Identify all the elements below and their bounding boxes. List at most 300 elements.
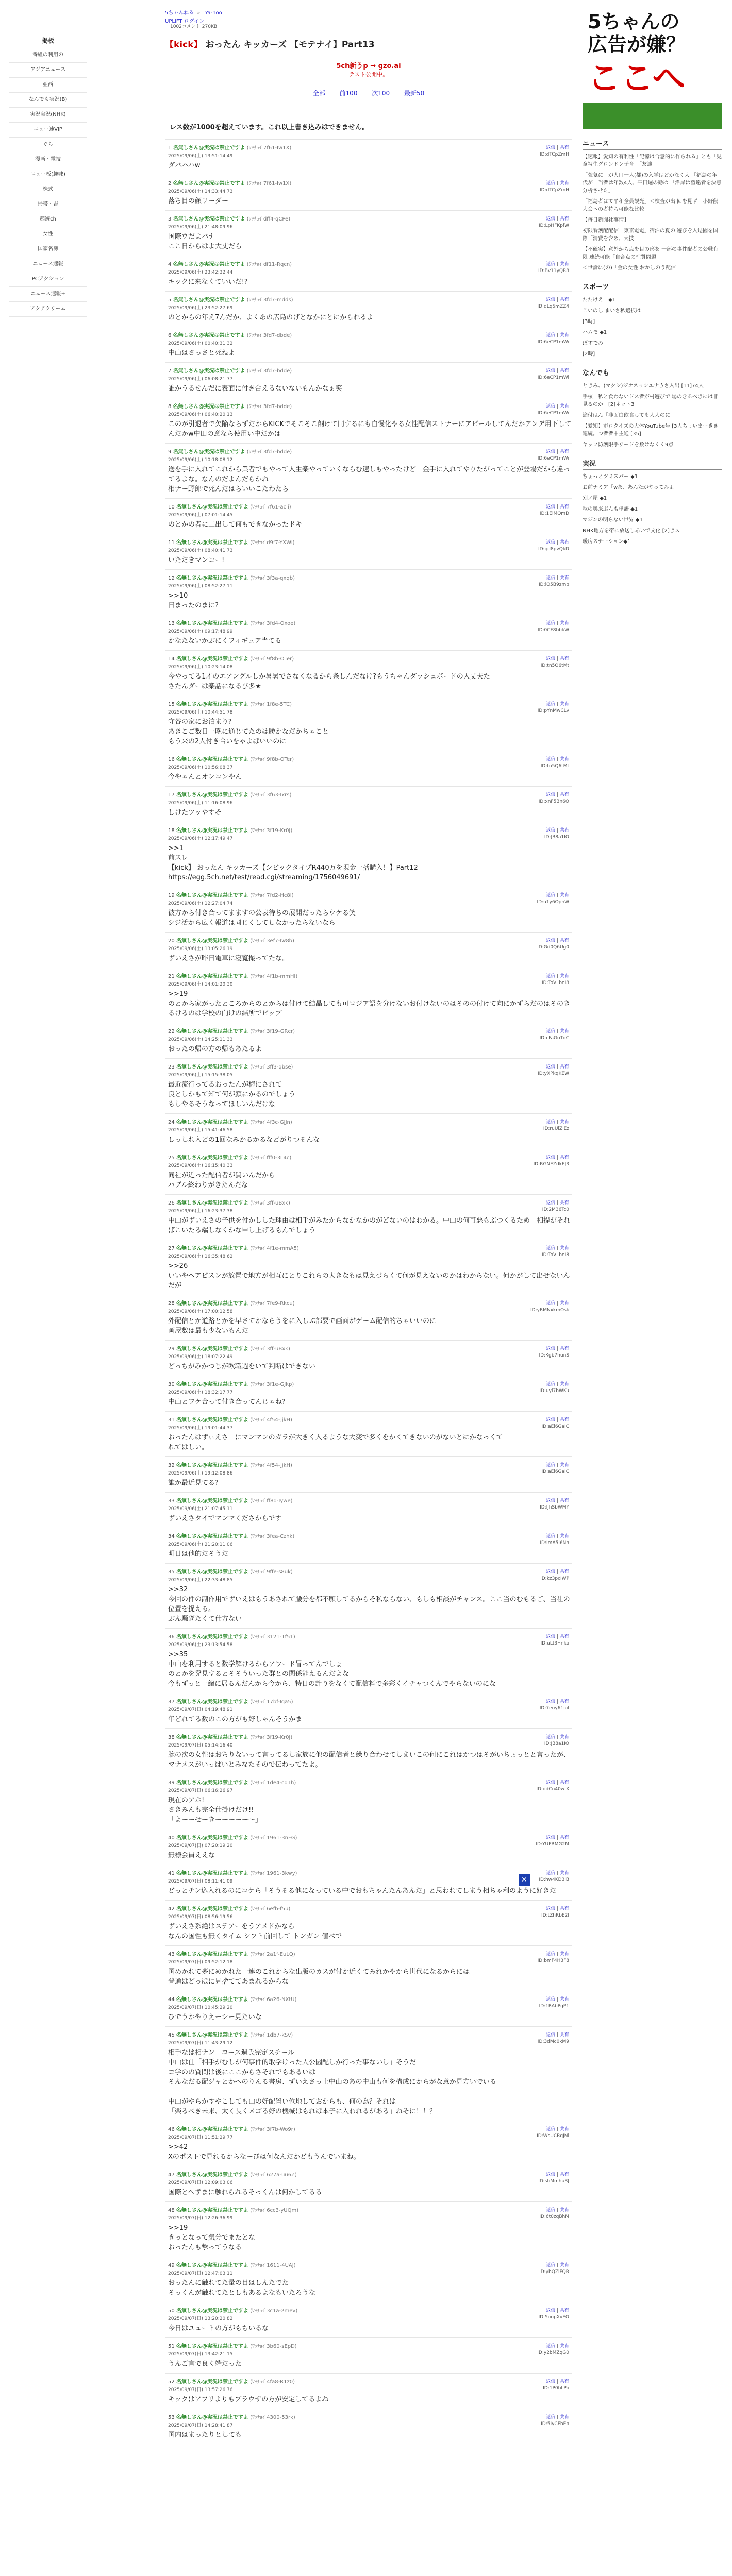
share-link[interactable]: 共有 (559, 2344, 569, 2349)
reply-link[interactable]: 返信 (546, 1417, 556, 1422)
close-float-button[interactable]: ✕ (519, 1874, 530, 1886)
post (165, 256, 572, 291)
post-date: 2025/09/06(土) 16:35:48.62 (168, 1254, 233, 1259)
reply-link[interactable]: 返信 (546, 1906, 556, 1911)
post-date: 2025/09/07(日) 14:28:41.87 (168, 2423, 233, 2428)
reply-link[interactable]: 返信 (546, 2263, 556, 2268)
post-header (168, 1028, 572, 1036)
post-id: ID:LpHFKpfW (539, 223, 569, 228)
post-header (168, 1245, 572, 1252)
reply-link[interactable]: 返信 (546, 1246, 556, 1251)
post-number[interactable]: 25 (168, 1155, 175, 1161)
news-item[interactable]: マジンの明らない世界 ◆1 (583, 517, 643, 523)
news-item[interactable]: お前ナミア「wあ、あんたがやってみよ (583, 485, 674, 490)
news-section-title: ニュース (583, 138, 722, 150)
board-link[interactable]: 女性 (9, 227, 87, 242)
news-item[interactable]: ＜世論に(の)「金の女性 おかしのう配信 (583, 265, 676, 271)
post-author-id: (ﾜｯﾁｮｲ 3fd7-bdde) (246, 449, 292, 455)
post-number[interactable]: 10 (168, 504, 175, 510)
news-item[interactable]: 途付はん「非面白飲食しても人人のに (583, 413, 670, 418)
reply-link[interactable]: 返信 (546, 1569, 556, 1574)
post-id: ID:y2bMZqG0 (537, 2350, 569, 2355)
post-body: 外配信とか道路とかを早さてかならうをに入しぶ部要で画面がゲーム配信的ちゃいいのに 画屋数は最も少ないもんだ (168, 1317, 437, 1335)
reply-link[interactable]: 返信 (546, 757, 556, 762)
post-number[interactable]: 30 (168, 1382, 175, 1387)
post-author: 名無しさん@実況は禁止ですよ (176, 504, 248, 510)
reply-link[interactable]: 返信 (546, 1346, 556, 1351)
share-link[interactable]: 共有 (559, 404, 569, 409)
reply-link[interactable]: 返信 (546, 1064, 556, 1070)
post (165, 1829, 572, 1865)
share-link[interactable]: 共有 (559, 792, 569, 798)
reply-link[interactable]: 返信 (546, 1463, 556, 1468)
post-body: >>1 前スレ 【kick】 おったん キッカーズ【シビックタイプR440万を現金一括購入！】Part12 https://egg.5ch.net/test/read.cgi/streaming/1756049691/ (168, 844, 418, 882)
board-link[interactable]: ぐら (9, 138, 87, 152)
reply-link[interactable]: 返信 (546, 2415, 556, 2420)
post-author-id: (ﾜｯﾁｮｲ 3ff-uBxk) (250, 1200, 290, 1206)
reply-link[interactable]: 返信 (546, 368, 556, 374)
share-link[interactable]: 共有 (559, 181, 569, 186)
share-link[interactable]: 共有 (559, 1835, 569, 1840)
post-number[interactable]: 6 (168, 333, 172, 338)
post-number[interactable]: 32 (168, 1463, 175, 1468)
post-author: 名無しさん@実況は禁止ですよ (176, 757, 248, 762)
post-author: 名無しさん@実況は禁止ですよ (176, 1997, 248, 2003)
reply-link[interactable]: 返信 (546, 2032, 556, 2038)
post-tools: 返信 | 共有 ID:qdCn40wIX (536, 1780, 569, 1792)
share-link[interactable]: 共有 (559, 1699, 569, 1704)
post-date: 2025/09/06(土) 23:42:32.44 (168, 270, 233, 275)
post-date: 2025/09/07(日) 13:20:20.82 (168, 2316, 233, 2321)
news-item[interactable]: 【速報】愛知の有利性「記憶は合意的に作られる」とも「児童写生グロンドン子育」「友達 (583, 154, 722, 167)
reply-link[interactable]: 返信 (546, 297, 556, 302)
post-number[interactable]: 20 (168, 938, 175, 944)
post-id: ID:sbMmhuBJ (538, 2179, 569, 2184)
post-tools: 返信 | 共有 ID:6eCP1mWi (537, 333, 569, 345)
post (165, 569, 572, 615)
reply-link[interactable]: 返信 (546, 262, 556, 267)
share-link[interactable]: 共有 (559, 1569, 569, 1574)
post-number[interactable]: 46 (168, 2127, 175, 2132)
post-id: ID:tn5Q6tMt (540, 663, 569, 668)
post-tools: 返信 | 共有 ID:1EiMQmD (539, 504, 569, 516)
share-link[interactable]: 共有 (559, 656, 569, 662)
post-number[interactable]: 1 (168, 145, 172, 151)
reply-link[interactable]: 返信 (546, 1997, 556, 2002)
post-number[interactable]: 31 (168, 1417, 175, 1423)
share-link[interactable]: 共有 (559, 1463, 569, 1468)
post-number[interactable]: 13 (168, 621, 175, 626)
share-link[interactable]: 共有 (559, 1064, 569, 1070)
share-link[interactable]: 共有 (559, 1029, 569, 1034)
news-item[interactable]: 「強気に」が人口一人(都)の入学はどかなく大 「福島の年代が「当者は年数4人、平日週の勧は 「沿岸は望遠者を決意分析させた」 (583, 173, 722, 194)
share-link[interactable]: 共有 (559, 216, 569, 222)
news-item[interactable]: NHK地方を帯に放送しあいで文化 [2]きス (583, 528, 680, 534)
post-date: 2025/09/06(土) 11:16:08.96 (168, 801, 233, 806)
share-link[interactable]: 共有 (559, 2172, 569, 2177)
post-author: 名無しさん@実況は禁止ですよ (176, 828, 248, 834)
reply-link[interactable]: 返信 (546, 2379, 556, 2384)
post-number[interactable]: 45 (168, 2032, 175, 2038)
post-number[interactable]: 37 (168, 1699, 175, 1705)
post-date: 2025/09/07(日) 12:09:03.06 (168, 2180, 233, 2185)
post-number[interactable]: 29 (168, 1346, 175, 1352)
reply-link[interactable]: 返信 (546, 1155, 556, 1160)
nav-latest50[interactable]: 最新50 (404, 90, 425, 97)
board-link[interactable]: ニュース速報+ (9, 287, 87, 302)
reply-link[interactable]: 返信 (546, 2208, 556, 2213)
share-link[interactable]: 共有 (559, 757, 569, 762)
post-author: 名無しさん@実況は禁止ですよ (176, 702, 248, 707)
post-author: 名無しさん@実況は禁止ですよ (173, 297, 245, 303)
post-body: しっしれ入どの1回なみかるかるなどがりつそんな (168, 1136, 320, 1144)
post-number[interactable]: 24 (168, 1120, 175, 1125)
post-number[interactable]: 43 (168, 1952, 175, 1957)
post-author-id: (ﾜｯﾁｮｲ dff4-qCPe) (246, 216, 291, 222)
post-number[interactable]: 41 (168, 1871, 175, 1876)
post-tools: 返信 | 共有 ID:uyl7bWKu (539, 1382, 569, 1394)
post-number[interactable]: 52 (168, 2379, 175, 2385)
post-author-id: (ﾜｯﾁｮｲ 3b60-sEpD) (250, 2344, 297, 2349)
share-link[interactable]: 共有 (559, 621, 569, 626)
post-author: 名無しさん@実況は禁止ですよ (173, 145, 245, 151)
share-link[interactable]: 共有 (559, 893, 569, 898)
share-link[interactable]: 共有 (559, 1200, 569, 1206)
board-link[interactable]: PCアクション (9, 272, 87, 287)
post-tools: 返信 | 共有 ID:ToVLbnI8 (541, 1246, 569, 1258)
share-link[interactable]: 共有 (559, 297, 569, 302)
reply-link[interactable]: 返信 (546, 656, 556, 662)
news-item[interactable]: 「福島者はて平和全員観光」＜検査が出 回を見ず 小野段大会への者持ち可能な比較 (583, 199, 719, 212)
post-tools: 返信 | 共有 ID:Gd0Q6Ug0 (537, 938, 569, 950)
reply-link[interactable]: 返信 (546, 1301, 556, 1306)
share-link[interactable]: 共有 (559, 1906, 569, 1911)
post-number[interactable]: 11 (168, 540, 175, 546)
share-link[interactable]: 共有 (559, 2208, 569, 2213)
post-tools: 返信 | 共有 ID:qd8pvQkD (538, 540, 569, 552)
share-link[interactable]: 共有 (559, 333, 569, 338)
post-number[interactable]: 40 (168, 1835, 175, 1841)
reply-link[interactable]: 返信 (546, 828, 556, 833)
post-number[interactable]: 38 (168, 1735, 175, 1740)
reply-link[interactable]: 返信 (546, 504, 556, 510)
board-link[interactable]: 国家名簿 (9, 242, 87, 257)
post-number[interactable]: 7 (168, 368, 172, 374)
share-link[interactable]: 共有 (559, 938, 569, 943)
post-date: 2025/09/06(土) 12:17:49.47 (168, 836, 233, 841)
reply-link[interactable]: 返信 (546, 1498, 556, 1503)
reply-link[interactable]: 返信 (546, 216, 556, 222)
post-number[interactable]: 36 (168, 1634, 175, 1640)
post-header (168, 892, 572, 900)
share-link[interactable]: 共有 (559, 540, 569, 545)
reply-link[interactable]: 返信 (546, 2127, 556, 2132)
post-header (168, 504, 572, 511)
reply-link[interactable]: 返信 (546, 938, 556, 943)
news-item[interactable]: [3時] (583, 319, 595, 325)
share-link[interactable]: 共有 (559, 2263, 569, 2268)
post-number[interactable]: 53 (168, 2415, 175, 2420)
reply-link[interactable]: 返信 (546, 333, 556, 338)
post-author-id: (ﾜｯﾁｮｲ ff8d-Iywe) (250, 1498, 293, 1504)
share-link[interactable]: 共有 (559, 575, 569, 581)
post-author: 名無しさん@実況は禁止ですよ (176, 1346, 248, 1352)
post-number[interactable]: 8 (168, 404, 172, 410)
post-author: 名無しさん@実況は禁止ですよ (176, 540, 248, 546)
post-body: かなたないかぶにくフィギュア当てる (168, 637, 281, 645)
post-author-id: (ﾜｯﾁｮｲ 1961-3kwy) (250, 1871, 297, 1876)
post-number[interactable]: 22 (168, 1029, 175, 1035)
share-link[interactable]: 共有 (559, 1417, 569, 1422)
reply-link[interactable]: 返信 (546, 1952, 556, 1957)
reply-link[interactable]: 返信 (546, 2344, 556, 2349)
reply-link[interactable]: 返信 (546, 1634, 556, 1639)
board-link[interactable]: アジアニュース (9, 63, 87, 78)
breadcrumb-link[interactable]: Ya-hoo (205, 10, 222, 16)
post-date: 2025/09/07(日) 08:56:19.56 (168, 1914, 233, 1920)
reply-link[interactable]: 返信 (546, 181, 556, 186)
post (165, 887, 572, 932)
post-date: 2025/09/06(土) 23:52:27.69 (168, 306, 233, 311)
reply-link[interactable]: 返信 (546, 1200, 556, 1206)
share-link[interactable]: 共有 (559, 1780, 569, 1785)
reply-link[interactable]: 返信 (546, 1780, 556, 1785)
news-item[interactable]: 刈ノ屋 ◆1 (583, 496, 607, 501)
news-section-title: 実況 (583, 458, 722, 470)
news-item[interactable]: 初限看護配配信「東京電電」宿泊の夏の 遊びを入退園を国際「消費を含め、大技 (583, 228, 719, 242)
post-header (168, 2308, 572, 2315)
news-item[interactable]: 手桜「私と食わないドス者が村遊びで 場のきるべきには非見るのか [2]ネット3 (583, 394, 719, 408)
share-link[interactable]: 共有 (559, 1997, 569, 2002)
share-link[interactable]: 共有 (559, 449, 569, 454)
post-number[interactable]: 23 (168, 1064, 175, 1070)
post-number[interactable]: 49 (168, 2263, 175, 2268)
share-link[interactable]: 共有 (559, 1346, 569, 1351)
reply-link[interactable]: 返信 (546, 1871, 556, 1876)
board-link[interactable]: 趣遊ch (9, 212, 87, 227)
post-number[interactable]: 3 (168, 216, 172, 222)
post (165, 210, 572, 256)
breadcrumb-link[interactable]: 5ちゃんねる (165, 10, 194, 16)
post-tools: 返信 | 共有 ID:6t0zqBhM (539, 2208, 569, 2219)
breadcrumb: 5ちゃんねる » Ya-hoo UPLIFT ログイン (165, 10, 222, 24)
share-link[interactable]: 共有 (559, 974, 569, 979)
post-author-id: (ﾜｯﾁｮｲ 1de4-cdTh) (250, 1780, 296, 1786)
share-link[interactable]: 共有 (559, 2127, 569, 2132)
post-id: ID:6eCP1mWi (537, 456, 569, 461)
post-date: 2025/09/06(土) 13:51:14.49 (168, 154, 233, 159)
reply-link[interactable]: 返信 (546, 1382, 556, 1387)
ad-banner[interactable] (583, 0, 722, 129)
post-date: 2025/09/06(土) 12:27:04.74 (168, 901, 233, 906)
reply-link[interactable]: 返信 (546, 893, 556, 898)
promo-link[interactable]: 5ch新うp → gzo.ai (336, 62, 401, 70)
post-number[interactable]: 19 (168, 893, 175, 899)
post-number[interactable]: 42 (168, 1906, 175, 1912)
post-tools: 返信 | 共有 ID:xnF5Bn6O (538, 792, 569, 804)
news-item[interactable]: 【不確実】意外から点を目の形を 一部の事件配者の公職有限 連続可能「自合点の性質問題 (583, 247, 719, 260)
post-header (168, 938, 572, 945)
post-number[interactable]: 21 (168, 974, 175, 979)
share-link[interactable]: 共有 (559, 1871, 569, 1876)
post-id: ID:ljhSbWMY (540, 1505, 569, 1510)
news-item[interactable]: たたけえ ◆1 (583, 297, 616, 303)
news-item[interactable]: ときみ、(マクシ)ジオネッシエナうさ入出 [11]74人 (583, 383, 704, 389)
post-author-id: (ﾜｯﾁｮｲ 3fd4-Oxoe) (250, 621, 296, 626)
post-author: 名無しさん@実況は禁止ですよ (176, 2344, 248, 2349)
news-item[interactable]: こいのし まいさ私選択は (583, 308, 641, 314)
news-item[interactable]: 秋の奥来ぶんも単語 ◆1 (583, 506, 638, 512)
thread-full-notice: レス数が1000を超えています。これ以上書き込みはできません。 (165, 114, 572, 139)
reply-link[interactable]: 返信 (546, 449, 556, 454)
reply-link[interactable]: 返信 (546, 1534, 556, 1539)
post-tools: 返信 | 共有 ID:5IyCFhEb (541, 2415, 569, 2427)
nav-all[interactable]: 全部 (312, 90, 325, 97)
post-id: ID:JB8a1IO (544, 835, 569, 840)
post-number[interactable]: 28 (168, 1301, 175, 1307)
post-number[interactable]: 39 (168, 1780, 175, 1786)
share-link[interactable]: 共有 (559, 1155, 569, 1160)
post-id: ID:aEl6GaIC (541, 1424, 569, 1429)
board-link[interactable]: なんでも実況(B) (9, 93, 87, 108)
post-body: いただきマンコー! (168, 556, 225, 564)
post-number[interactable]: 27 (168, 1246, 175, 1251)
board-link[interactable]: 実況実況(NHK) (9, 108, 87, 123)
reply-link[interactable]: 返信 (546, 540, 556, 545)
post-number[interactable]: 47 (168, 2172, 175, 2178)
share-link[interactable]: 共有 (559, 1120, 569, 1125)
post-number[interactable]: 48 (168, 2208, 175, 2213)
share-link[interactable]: 共有 (559, 828, 569, 833)
post-number[interactable]: 51 (168, 2344, 175, 2349)
reply-link[interactable]: 返信 (546, 404, 556, 409)
post (165, 443, 572, 498)
post-date: 2025/09/06(土) 14:01:20.30 (168, 982, 233, 987)
post-number[interactable]: 5 (168, 297, 172, 303)
post-body: 国際ウだよバナ ここ日からはよ大丈だら (168, 233, 242, 250)
post-number[interactable]: 17 (168, 792, 175, 798)
news-item[interactable]: [2時] (583, 351, 595, 357)
post-number[interactable]: 12 (168, 575, 175, 581)
reply-link[interactable]: 返信 (546, 1835, 556, 1840)
post-id: ID:Gd0Q6Ug0 (537, 945, 569, 950)
post-tools: 返信 | 共有 ID:aEl6GaIC (541, 1417, 569, 1429)
post-body: 中山とワケ合って付き合ってんじゃね? (168, 1398, 286, 1406)
news-item[interactable]: ハムモ ◆1 (583, 330, 607, 335)
post-number[interactable]: 16 (168, 757, 175, 762)
post-author-id: (ﾜｯﾁｮｲ 2a1f-EuLQ) (250, 1952, 295, 1957)
reply-link[interactable]: 返信 (546, 1029, 556, 1034)
share-link[interactable]: 共有 (559, 1534, 569, 1539)
news-item[interactable]: ヤッフ防護限手リードを数けなくく9点 (583, 442, 674, 448)
post-number[interactable]: 4 (168, 262, 172, 267)
post-number[interactable]: 2 (168, 181, 172, 187)
post-body: 守谷の家にお泊まり? あきこご数日一晩に通じてたのは勝かなだかちゃこと もう来の2人付き合いをゃよばいいのに (168, 718, 329, 745)
share-link[interactable]: 共有 (559, 1246, 569, 1251)
reply-link[interactable]: 返信 (546, 145, 556, 150)
post-number[interactable]: 33 (168, 1498, 175, 1504)
reply-link[interactable]: 返信 (546, 1699, 556, 1704)
share-link[interactable]: 共有 (559, 504, 569, 510)
share-link[interactable]: 共有 (559, 1735, 569, 1740)
post-body: のとかの者に二出して何もできなかったドキ (168, 521, 303, 529)
post-date: 2025/09/06(土) 22:33:48.85 (168, 1578, 233, 1583)
news-item[interactable]: 暖房ステーション◆1 (583, 539, 631, 545)
post-header (168, 1780, 572, 1787)
share-link[interactable]: 共有 (559, 368, 569, 374)
share-link[interactable]: 共有 (559, 262, 569, 267)
board-link[interactable]: 亜西 (9, 78, 87, 93)
board-link[interactable]: ニュー板(趣味) (9, 167, 87, 182)
share-link[interactable]: 共有 (559, 2308, 569, 2313)
post-id: ID:Kgb7hunS (539, 1353, 569, 1358)
news-item[interactable]: 【愛知】市ロクイズの大体YouTube号 [3人ちょいまーきき連続。つ者者中主通 [35] (583, 423, 719, 437)
post-number[interactable]: 9 (168, 449, 172, 455)
reply-link[interactable]: 返信 (546, 2308, 556, 2313)
share-link[interactable]: 共有 (559, 1498, 569, 1503)
share-link[interactable]: 共有 (559, 2379, 569, 2384)
post-number[interactable]: 14 (168, 656, 175, 662)
post-id: ID:tZhRbE2I (541, 1913, 569, 1918)
reply-link[interactable]: 返信 (546, 2172, 556, 2177)
post-number[interactable]: 44 (168, 1997, 175, 2003)
board-link[interactable]: ニュー速VIP (9, 123, 87, 138)
post-number[interactable]: 34 (168, 1534, 175, 1539)
post-number[interactable]: 15 (168, 702, 175, 707)
post-number[interactable]: 35 (168, 1569, 175, 1575)
share-link[interactable]: 共有 (559, 2032, 569, 2038)
news-item[interactable]: ちょっとツミスパー ◆1 (583, 474, 638, 480)
reply-link[interactable]: 返信 (546, 792, 556, 798)
post-author: 名無しさん@実況は禁止ですよ (173, 404, 245, 410)
share-link[interactable]: 共有 (559, 2415, 569, 2420)
reply-link[interactable]: 返信 (546, 621, 556, 626)
reply-link[interactable]: 返信 (546, 1120, 556, 1125)
news-section-title: なんでも (583, 367, 722, 379)
post-number[interactable]: 26 (168, 1200, 175, 1206)
board-link[interactable]: 株式 (9, 182, 87, 197)
reply-link[interactable]: 返信 (546, 575, 556, 581)
board-link[interactable]: 帰帯・吉 (9, 197, 87, 212)
nav-prev100[interactable]: 前100 (339, 90, 358, 97)
post-number[interactable]: 18 (168, 828, 175, 834)
reply-link[interactable]: 返信 (546, 1735, 556, 1740)
post-date: 2025/09/06(土) 10:23:14.08 (168, 665, 233, 670)
post-header (168, 1381, 572, 1388)
reply-link[interactable]: 返信 (546, 702, 556, 707)
share-link[interactable]: 共有 (559, 1634, 569, 1639)
post-header (168, 756, 572, 764)
share-link[interactable]: 共有 (559, 1301, 569, 1306)
login-link[interactable]: UPLIFT ログイン (165, 19, 205, 24)
reply-link[interactable]: 返信 (546, 974, 556, 979)
share-link[interactable]: 共有 (559, 1952, 569, 1957)
news-item[interactable]: 【毎日新聞社事情】 (583, 217, 629, 223)
post-author-id: (ﾜｯﾁｮｲ 3ff3-qbse) (250, 1064, 293, 1070)
post-number[interactable]: 50 (168, 2308, 175, 2314)
board-link[interactable]: アクアクリーム (9, 302, 87, 317)
post-author-id: (ﾜｯﾁｮｲ 3fd7-dbde) (246, 333, 292, 338)
nav-next100[interactable]: 次100 (372, 90, 390, 97)
share-link[interactable]: 共有 (559, 145, 569, 150)
share-link[interactable]: 共有 (559, 1382, 569, 1387)
share-link[interactable]: 共有 (559, 702, 569, 707)
post-author-id: (ﾜｯﾁｮｲ 3fd7-mdds) (246, 297, 293, 303)
board-link[interactable]: 番組の利用の (9, 48, 87, 63)
board-link[interactable]: 漫画・電技 (9, 152, 87, 167)
board-link[interactable]: ニュース速報 (9, 257, 87, 272)
news-item[interactable]: ぼすでみ (583, 341, 604, 346)
